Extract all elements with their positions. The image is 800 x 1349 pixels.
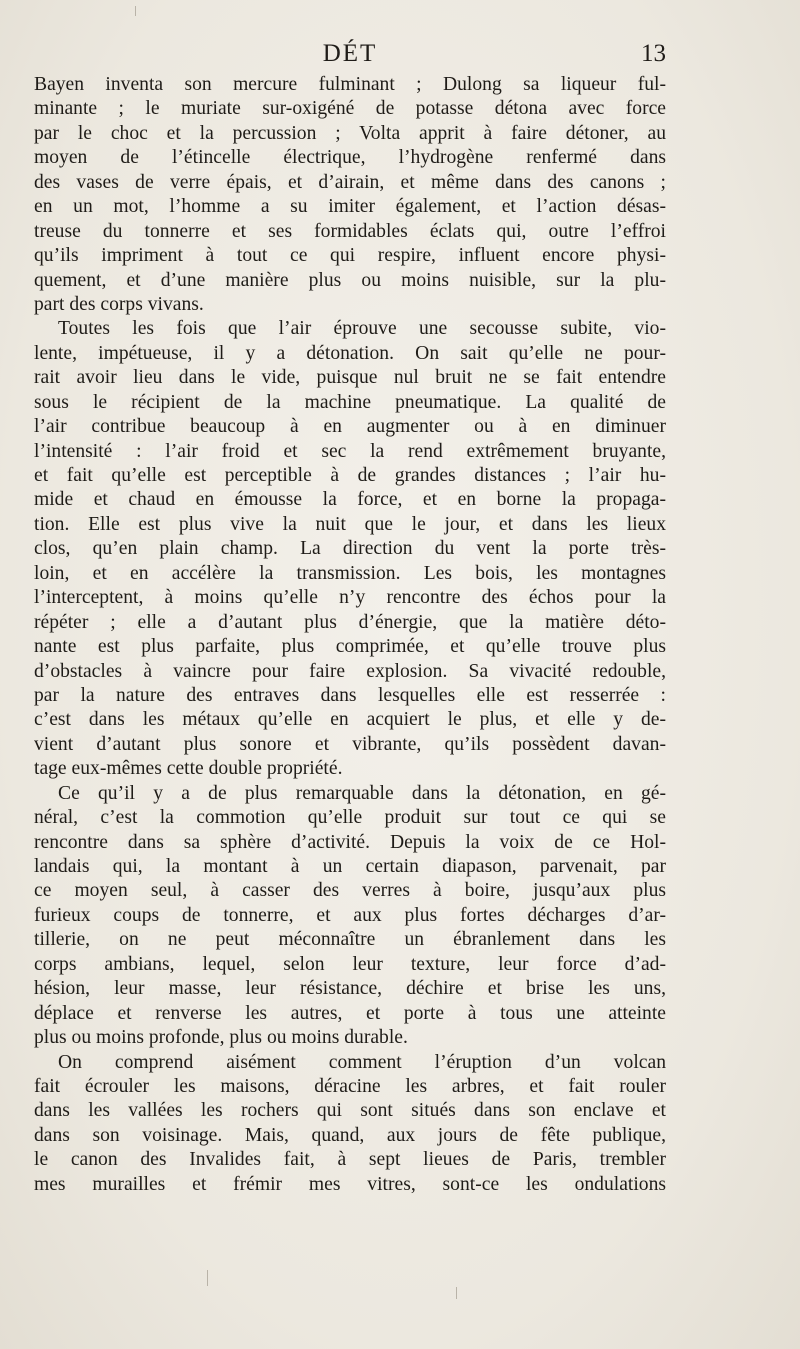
text-line: moyen de l’étincelle électrique, l’hydrogène renfermé dans [34,147,666,169]
text-line: l’intensité : l’air froid et sec la rend extrêmement bruyante, [34,440,666,462]
text-line: tillerie, on ne peut méconnaître un ébranlement dans les [34,929,666,951]
text-line: le canon des Invalides fait, à sept lieues de Paris, trembler [34,1149,666,1171]
running-head: DÉT [322,40,378,67]
paragraph [34,73,666,317]
text-line: déplace et renverse les autres, et porte à tous une atteinte [34,1002,666,1024]
text-line: qu’ils impriment à tout ce qui respire, influent encore physi- [34,245,666,267]
text-line: dans les vallées les rochers qui sont situés dans son enclave et [34,1100,666,1122]
text-line: vient d’autant plus sonore et vibrante, qu’ils possèdent davan- [34,733,666,755]
text-line: et fait qu’elle est perceptible à de grandes distances ; l’air hu- [34,465,666,486]
text-line: par le choc et la percussion ; Volta apprit à faire détoner, au [34,122,666,144]
text-line: sous le récipient de la machine pneumatique. La qualité de [34,391,666,413]
text-line: mide et chaud en émousse la force, et en borne la propaga- [34,489,666,511]
text-line: nante est plus parfaite, plus comprimée, et qu’elle trouve plus [34,636,666,658]
text-line: furieux coups de tonnerre, et aux plus fortes décharges d’ar- [34,904,666,926]
text-line: Ce qu’il y a de plus remarquable dans la détonation, en gé- [58,782,666,804]
text-line: loin, et en accélère la transmission. Les bois, les montagnes [34,562,666,584]
text-line: treuse du tonnerre et ses formidables éclats qui, outre l’effroi [34,220,666,242]
text-line: part des corps vivans. [34,293,204,315]
text-line: néral, c’est la commotion qu’elle produit sur tout ce qui se [34,807,666,829]
text-line: rait avoir lieu dans le vide, puisque nul bruit ne se fait entendre [34,367,666,389]
text-line: minante ; le muriate sur-oxigéné de potasse détona avec force [34,98,666,120]
text-line: en un mot, l’homme a su imiter également, et l’action désas- [34,196,666,218]
text-line: tion. Elle est plus vive la nuit que le jour, et dans les lieux [34,513,666,535]
text-line: corps ambians, lequel, selon leur texture, leur force d’ad- [34,953,666,975]
text-line: l’interceptent, à moins qu’elle n’y rencontre des échos pour la [34,587,666,609]
text-line: rencontre dans sa sphère d’activité. Depuis la voix de ce Hol- [34,831,666,853]
text-line: Toutes les fois que l’air éprouve une secousse subite, vio- [58,318,666,340]
margin-specks [207,1270,208,1286]
text-line: d’obstacles à vaincre pour faire explosion. Sa vivacité redouble, [34,660,666,682]
paragraph [34,1051,666,1198]
text-line: Bayen inventa son mercure fulminant ; Dulong sa liqueur ful- [34,74,666,95]
paragraph [34,317,666,781]
text-line: l’air contribue beaucoup à en augmenter ou à en diminuer [34,416,666,438]
text-line: On comprend aisément comment l’éruption d’un volcan [58,1051,666,1073]
text-line: lente, impétueuse, il y a détonation. On sait qu’elle ne pour- [34,342,666,364]
text-line: tage eux-mêmes cette double propriété. [34,758,343,780]
text-line: répéter ; elle a d’autant plus d’énergie, que la matière déto- [34,611,666,633]
paragraph [34,782,666,1051]
margin-specks [135,6,136,16]
text-line: dans son voisinage. Mais, quand, aux jours de fête publique, [34,1124,666,1146]
text-line: fait écrouler les maisons, déracine les arbres, et fait rouler [34,1075,666,1097]
text-line: mes murailles et frémir mes vitres, sont-ce les ondulations [34,1173,666,1195]
margin-specks [456,1287,457,1299]
text-line: quement, et d’une manière plus ou moins nuisible, sur la plu- [34,269,666,291]
page-number: 13 [641,40,666,67]
page-header [34,38,666,70]
body-text [34,73,666,1197]
text-line: plus ou moins profonde, plus ou moins durable. [34,1027,408,1049]
text-line: c’est dans les métaux qu’elle en acquiert le plus, et elle y de- [34,709,666,731]
text-line: hésion, leur masse, leur résistance, déchire et brise les uns, [34,978,666,1000]
text-line: landais qui, la montant à un certain diapason, parvenait, par [34,856,666,877]
text-line: ce moyen seul, à casser des verres à boire, jusqu’aux plus [34,880,666,902]
text-line: des vases de verre épais, et d’airain, et même dans des canons ; [34,171,666,193]
text-line: par la nature des entraves dans lesquelles elle est resserrée : [34,684,666,706]
text-line: clos, qu’en plain champ. La direction du vent la porte très- [34,538,666,560]
